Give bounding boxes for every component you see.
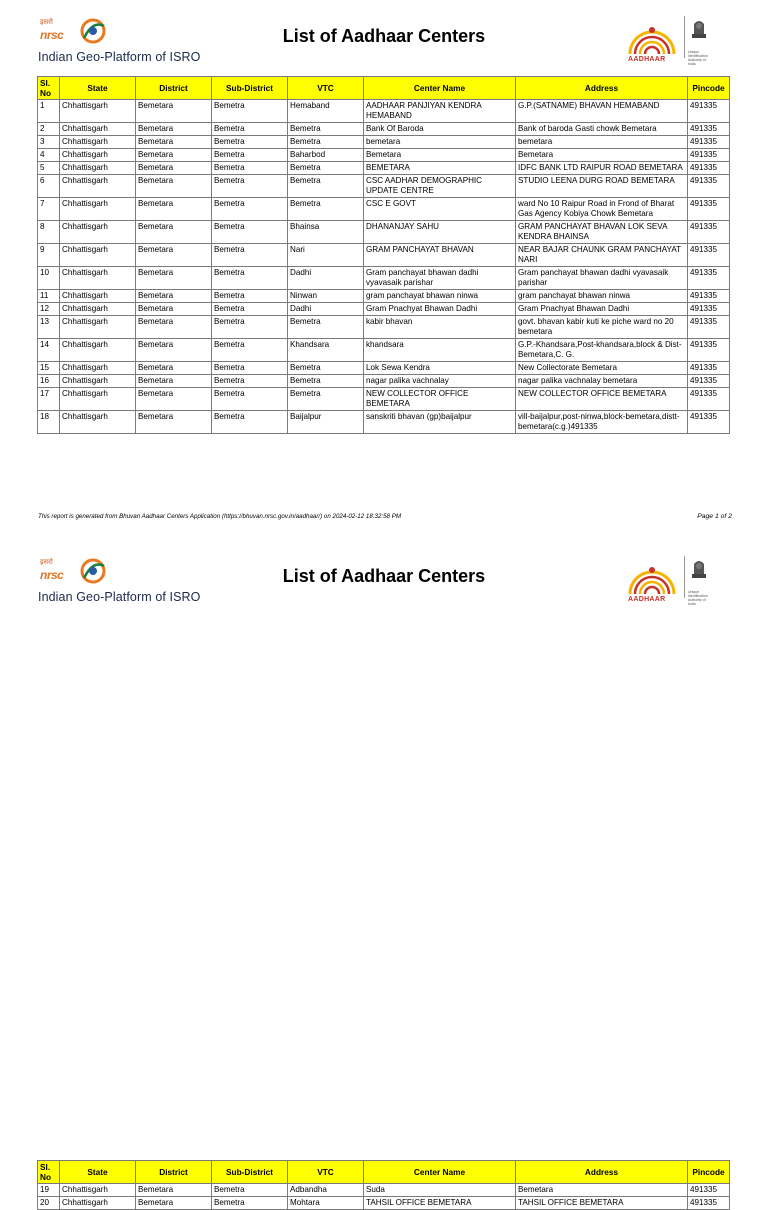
cell-pincode: 491335 (688, 244, 730, 267)
cell-pincode: 491335 (688, 162, 730, 175)
column-header-district: District (136, 1161, 212, 1184)
aadhaar-centers-table (37, 1160, 730, 1210)
table-body (38, 100, 730, 434)
cell-address: STUDIO LEENA DURG ROAD BEMETARA (516, 175, 688, 198)
cell-district: Bemetara (136, 267, 212, 290)
cell-center-name: sanskriti bhavan (gp)baijalpur (364, 411, 516, 434)
cell-address: ward No 10 Raipur Road in Frond of Bharat Gas Agency Kobiya Chowk Bemetara (516, 198, 688, 221)
cell-pincode: 491335 (688, 1197, 730, 1210)
cell-district: Bemetara (136, 244, 212, 267)
cell-district: Bemetara (136, 100, 212, 123)
cell-district: Bemetara (136, 316, 212, 339)
cell-state: Chhattisgarh (60, 1197, 136, 1210)
cell-sl-no: 14 (38, 339, 60, 362)
table-row (38, 244, 730, 267)
cell-district: Bemetara (136, 123, 212, 136)
cell-sub-district: Bemetra (212, 244, 288, 267)
isro-platform-text: Indian Geo-Platform of ISRO (38, 590, 201, 604)
table-row (38, 221, 730, 244)
cell-state: Chhattisgarh (60, 221, 136, 244)
cell-state: Chhattisgarh (60, 175, 136, 198)
cell-pincode: 491335 (688, 375, 730, 388)
table-row (38, 175, 730, 198)
cell-sub-district: Bemetra (212, 221, 288, 244)
table-row (38, 100, 730, 123)
cell-sub-district: Bemetra (212, 339, 288, 362)
column-header-sub-district: Sub-District (212, 1161, 288, 1184)
cell-sub-district: Bemetra (212, 411, 288, 434)
cell-vtc: Bemetra (288, 136, 364, 149)
cell-sl-no: 6 (38, 175, 60, 198)
isro-hindi-text: इसरो (40, 558, 53, 566)
cell-vtc: Bemetra (288, 175, 364, 198)
cell-sub-district: Bemetra (212, 290, 288, 303)
cell-state: Chhattisgarh (60, 1184, 136, 1197)
cell-district: Bemetara (136, 339, 212, 362)
column-header-pincode: Pincode (688, 1161, 730, 1184)
cell-vtc: Bemetra (288, 316, 364, 339)
isro-platform-text: Indian Geo-Platform of ISRO (38, 50, 201, 64)
cell-center-name: Gram panchayat bhawan dadhi vyavasaik parishar (364, 267, 516, 290)
table-header-row (38, 1161, 730, 1184)
page-number: Page 1 of 2 (697, 513, 732, 520)
cell-sub-district: Bemetra (212, 303, 288, 316)
cell-sub-district: Bemetra (212, 100, 288, 123)
cell-vtc: Bemetra (288, 362, 364, 375)
page-title: List of Aadhaar Centers (282, 26, 486, 46)
cell-pincode: 491335 (688, 136, 730, 149)
column-header-address: Address (516, 77, 688, 100)
aadhaar-logo (622, 20, 684, 70)
cell-pincode: 491335 (688, 267, 730, 290)
column-header-vtc: VTC (288, 77, 364, 100)
govt-emblem-caption: Unique Identification Authority of India (688, 590, 708, 606)
cell-sl-no: 11 (38, 290, 60, 303)
cell-sl-no: 3 (38, 136, 60, 149)
cell-vtc: Bemetra (288, 198, 364, 221)
cell-center-name: Bemetara (364, 149, 516, 162)
table-row (38, 339, 730, 362)
table-row (38, 198, 730, 221)
table-row (38, 411, 730, 434)
nrsc-text: nrsc (40, 28, 64, 42)
table-row (38, 303, 730, 316)
cell-state: Chhattisgarh (60, 149, 136, 162)
table-row (38, 149, 730, 162)
cell-state: Chhattisgarh (60, 339, 136, 362)
cell-center-name: gram panchayat bhawan ninwa (364, 290, 516, 303)
nrsc-text: nrsc (40, 568, 64, 582)
cell-address: NEAR BAJAR CHAUNK GRAM PANCHAYAT NARI (516, 244, 688, 267)
report-generation-note: This report is generated from Bhuvan Aadhaar Centers Application (https://bhuvan.nrsc.gov.in/aadhaar/) on 2024-02-12 18:32:58 PM (38, 513, 401, 520)
cell-state: Chhattisgarh (60, 316, 136, 339)
cell-pincode: 491335 (688, 175, 730, 198)
table-row (38, 375, 730, 388)
cell-state: Chhattisgarh (60, 290, 136, 303)
cell-pincode: 491335 (688, 100, 730, 123)
cell-sub-district: Bemetra (212, 1184, 288, 1197)
govt-emblem-caption: Unique Identification Authority of India (688, 50, 708, 66)
cell-district: Bemetara (136, 1184, 212, 1197)
cell-center-name: Gram Pnachyat Bhawan Dadhi (364, 303, 516, 316)
cell-vtc: Baharbod (288, 149, 364, 162)
cell-address: Gram Pnachyat Bhawan Dadhi (516, 303, 688, 316)
cell-sl-no: 10 (38, 267, 60, 290)
cell-pincode: 491335 (688, 339, 730, 362)
table-row (38, 316, 730, 339)
cell-center-name: DHANANJAY SAHU (364, 221, 516, 244)
table-row (38, 290, 730, 303)
cell-sl-no: 2 (38, 123, 60, 136)
document-page-2 (0, 540, 768, 1207)
cell-center-name: TAHSIL OFFICE BEMETARA (364, 1197, 516, 1210)
document-page-1 (0, 0, 768, 520)
cell-address: Gram panchayat bhawan dadhi vyavasaik parishar (516, 267, 688, 290)
cell-center-name: AADHAAR PANJIYAN KENDRA HEMABAND (364, 100, 516, 123)
cell-center-name: CSC AADHAR DEMOGRAPHIC UPDATE CENTRE (364, 175, 516, 198)
aadhaar-fingerprint-icon (622, 560, 682, 596)
cell-sl-no: 20 (38, 1197, 60, 1210)
cell-center-name: nagar palika vachnalay (364, 375, 516, 388)
cell-district: Bemetara (136, 388, 212, 411)
aadhaar-brand-text: AADHAAR (628, 56, 666, 63)
cell-vtc: Bemetra (288, 375, 364, 388)
cell-vtc: Bhainsa (288, 221, 364, 244)
cell-vtc: Nari (288, 244, 364, 267)
cell-vtc: Mohtara (288, 1197, 364, 1210)
cell-district: Bemetara (136, 221, 212, 244)
cell-address: G.P.-Khandsara,Post-khandsara,block & Dist-Bemetara,C. G. (516, 339, 688, 362)
cell-sub-district: Bemetra (212, 375, 288, 388)
cell-sl-no: 16 (38, 375, 60, 388)
table-row (38, 123, 730, 136)
column-header-sl-no: Sl. No (38, 1161, 60, 1184)
cell-state: Chhattisgarh (60, 375, 136, 388)
cell-address: New Collectorate Bemetara (516, 362, 688, 375)
cell-vtc: Baijalpur (288, 411, 364, 434)
cell-sl-no: 8 (38, 221, 60, 244)
cell-state: Chhattisgarh (60, 411, 136, 434)
cell-district: Bemetara (136, 149, 212, 162)
cell-address: gram panchayat bhawan ninwa (516, 290, 688, 303)
table-row (38, 267, 730, 290)
cell-center-name: GRAM PANCHAYAT BHAVAN (364, 244, 516, 267)
column-header-pincode: Pincode (688, 77, 730, 100)
cell-sub-district: Bemetra (212, 388, 288, 411)
cell-address: Bemetara (516, 149, 688, 162)
cell-center-name: Suda (364, 1184, 516, 1197)
cell-district: Bemetara (136, 162, 212, 175)
column-header-sl-no: Sl. No (38, 77, 60, 100)
cell-address: vill-baijalpur,post-ninwa,block-bemetara,distt-bemetara(c.g.)491335 (516, 411, 688, 434)
aadhaar-fingerprint-icon (622, 20, 682, 56)
cell-sl-no: 9 (38, 244, 60, 267)
cell-sl-no: 17 (38, 388, 60, 411)
cell-district: Bemetara (136, 136, 212, 149)
cell-sub-district: Bemetra (212, 123, 288, 136)
cell-sl-no: 12 (38, 303, 60, 316)
cell-state: Chhattisgarh (60, 244, 136, 267)
cell-district: Bemetara (136, 375, 212, 388)
cell-district: Bemetara (136, 362, 212, 375)
cell-sl-no: 1 (38, 100, 60, 123)
table-row (38, 388, 730, 411)
cell-district: Bemetara (136, 303, 212, 316)
cell-address: govt. bhavan kabir kuti ke piche ward no 20 bemetara (516, 316, 688, 339)
cell-state: Chhattisgarh (60, 388, 136, 411)
cell-sub-district: Bemetra (212, 267, 288, 290)
column-header-vtc: VTC (288, 1161, 364, 1184)
column-header-center-name: Center Name (364, 1161, 516, 1184)
cell-district: Bemetara (136, 198, 212, 221)
page-header (0, 540, 768, 608)
cell-center-name: Bank Of Baroda (364, 123, 516, 136)
cell-state: Chhattisgarh (60, 198, 136, 221)
cell-district: Bemetara (136, 175, 212, 198)
cell-sub-district: Bemetra (212, 149, 288, 162)
cell-address: bemetara (516, 136, 688, 149)
cell-district: Bemetara (136, 1197, 212, 1210)
cell-pincode: 491335 (688, 303, 730, 316)
cell-pincode: 491335 (688, 316, 730, 339)
cell-sl-no: 18 (38, 411, 60, 434)
cell-address: TAHSIL OFFICE BEMETARA (516, 1197, 688, 1210)
cell-vtc: Bemetra (288, 388, 364, 411)
cell-vtc: Dadhi (288, 303, 364, 316)
cell-center-name: kabir bhavan (364, 316, 516, 339)
cell-vtc: Dadhi (288, 267, 364, 290)
cell-center-name: Lok Sewa Kendra (364, 362, 516, 375)
cell-vtc: Ninwan (288, 290, 364, 303)
cell-sub-district: Bemetra (212, 316, 288, 339)
cell-center-name: bemetara (364, 136, 516, 149)
table-row (38, 1184, 730, 1197)
cell-sl-no: 15 (38, 362, 60, 375)
aadhaar-centers-table (37, 76, 730, 434)
isro-hindi-text: इसरो (40, 18, 53, 26)
cell-pincode: 491335 (688, 362, 730, 375)
cell-vtc: Hemaband (288, 100, 364, 123)
cell-pincode: 491335 (688, 411, 730, 434)
cell-pincode: 491335 (688, 290, 730, 303)
column-header-state: State (60, 1161, 136, 1184)
cell-address: G.P.(SATNAME) BHAVAN HEMABAND (516, 100, 688, 123)
table-row (38, 136, 730, 149)
cell-sl-no: 5 (38, 162, 60, 175)
page-title: List of Aadhaar Centers (282, 566, 486, 586)
cell-vtc: Khandsara (288, 339, 364, 362)
column-header-district: District (136, 77, 212, 100)
cell-state: Chhattisgarh (60, 123, 136, 136)
cell-center-name: NEW COLLECTOR OFFICE BEMETARA (364, 388, 516, 411)
cell-pincode: 491335 (688, 388, 730, 411)
cell-center-name: BEMETARA (364, 162, 516, 175)
national-emblem-icon (688, 556, 710, 584)
cell-vtc: Bemetra (288, 123, 364, 136)
cell-vtc: Adbandha (288, 1184, 364, 1197)
national-emblem-icon (688, 16, 710, 44)
cell-address: Bank of baroda Gasti chowk Bemetara (516, 123, 688, 136)
cell-address: IDFC BANK LTD RAIPUR ROAD BEMETARA (516, 162, 688, 175)
cell-address: nagar palika vachnalay bemetara (516, 375, 688, 388)
cell-pincode: 491335 (688, 123, 730, 136)
table-row (38, 1197, 730, 1210)
cell-sub-district: Bemetra (212, 362, 288, 375)
cell-district: Bemetara (136, 411, 212, 434)
cell-sl-no: 7 (38, 198, 60, 221)
cell-state: Chhattisgarh (60, 303, 136, 316)
column-header-sub-district: Sub-District (212, 77, 288, 100)
cell-vtc: Bemetra (288, 162, 364, 175)
cell-district: Bemetara (136, 290, 212, 303)
cell-sl-no: 19 (38, 1184, 60, 1197)
cell-address: Bemetara (516, 1184, 688, 1197)
cell-pincode: 491335 (688, 1184, 730, 1197)
cell-state: Chhattisgarh (60, 162, 136, 175)
aadhaar-brand-text: AADHAAR (628, 596, 666, 603)
aadhaar-logo (622, 560, 684, 610)
cell-center-name: CSC E GOVT (364, 198, 516, 221)
page-header (0, 0, 768, 68)
cell-state: Chhattisgarh (60, 100, 136, 123)
cell-sub-district: Bemetra (212, 136, 288, 149)
column-header-state: State (60, 77, 136, 100)
cell-address: GRAM PANCHAYAT BHAVAN LOK SEVA KENDRA BHAINSA (516, 221, 688, 244)
cell-pincode: 491335 (688, 198, 730, 221)
table-header-row (38, 77, 730, 100)
cell-sub-district: Bemetra (212, 175, 288, 198)
govt-emblem (684, 556, 712, 606)
cell-state: Chhattisgarh (60, 136, 136, 149)
cell-state: Chhattisgarh (60, 267, 136, 290)
cell-pincode: 491335 (688, 221, 730, 244)
cell-sl-no: 13 (38, 316, 60, 339)
cell-center-name: khandsara (364, 339, 516, 362)
column-header-center-name: Center Name (364, 77, 516, 100)
table-row (38, 162, 730, 175)
table-body (38, 1184, 730, 1210)
cell-state: Chhattisgarh (60, 362, 136, 375)
cell-sub-district: Bemetra (212, 162, 288, 175)
cell-sub-district: Bemetra (212, 1197, 288, 1210)
cell-sub-district: Bemetra (212, 198, 288, 221)
cell-pincode: 491335 (688, 149, 730, 162)
govt-emblem (684, 16, 712, 66)
column-header-address: Address (516, 1161, 688, 1184)
cell-address: NEW COLLECTOR OFFICE BEMETARA (516, 388, 688, 411)
table-row (38, 362, 730, 375)
cell-sl-no: 4 (38, 149, 60, 162)
